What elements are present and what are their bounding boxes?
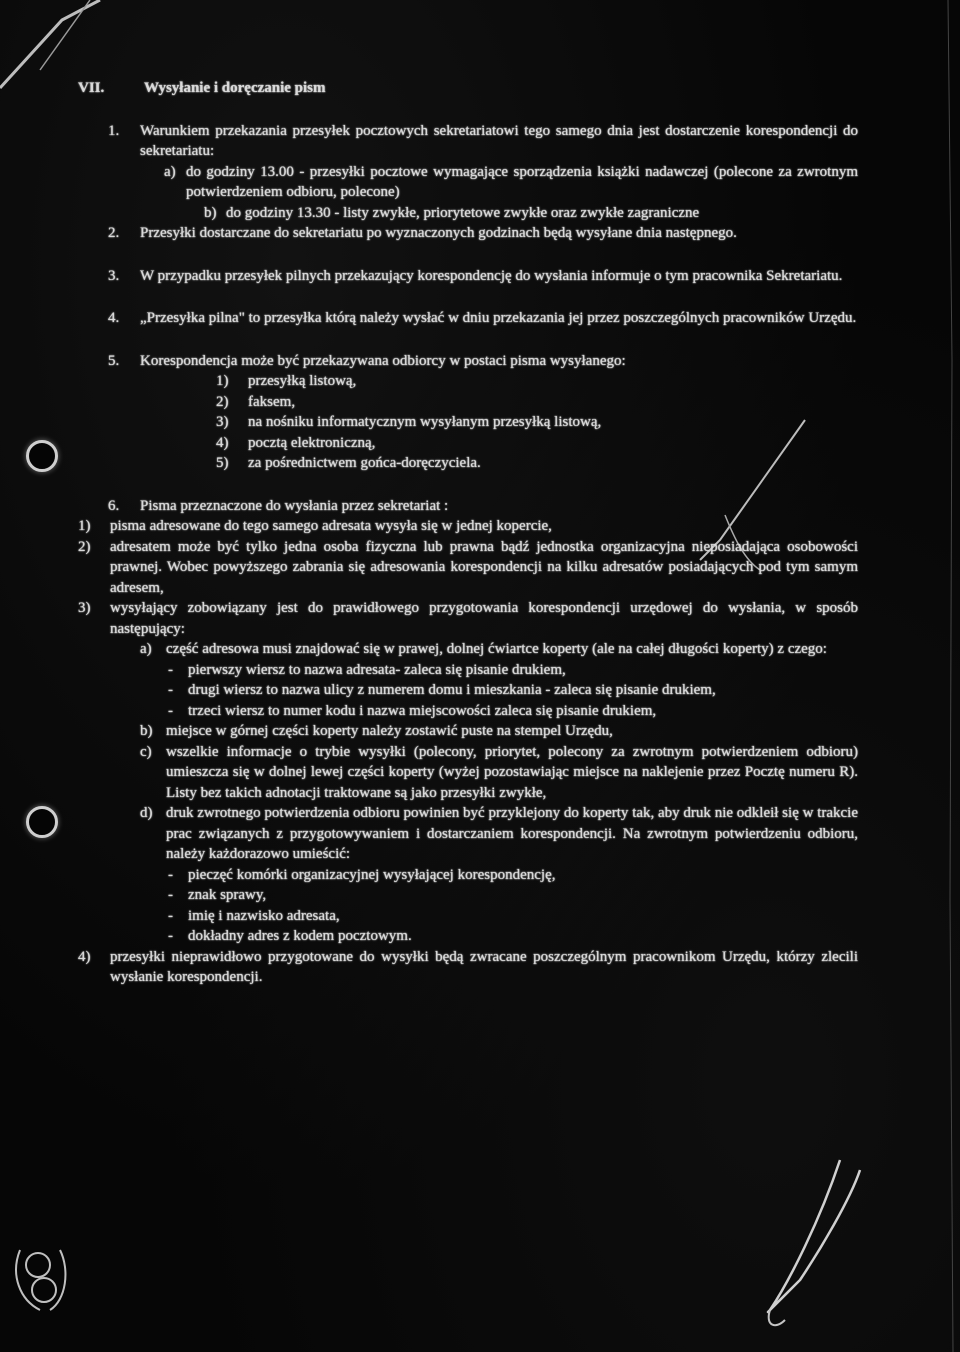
paragraph-text: Korespondencja może być przekazywana odbiorcy w postaci pisma wysyłanego: [140, 352, 626, 369]
list-item [168, 701, 858, 722]
spacer [78, 474, 858, 496]
paragraph-6-item-3-b [140, 721, 858, 742]
item-text: druk zwrotnego potwierdzenia odbioru powinien być przyklejony do koperty tak, aby druk nie odkleił się w trakcie prac związanych z przygotowywaniem i dostarczaniem korespondencji. Na zwrotnym potwierdzeniu odbioru, należy każdorazowo umieścić: [166, 805, 858, 862]
paragraph-1-b [204, 203, 858, 224]
list-item [216, 433, 858, 454]
paragraph-number: 6. [108, 497, 120, 514]
item-text: do godziny 13.00 - przesyłki pocztowe wymagające sporządzenia książki nadawczej (polecone za zwrotnym potwierdzeniem odbioru, polecone) [186, 163, 858, 200]
item-marker: 5) [216, 455, 229, 471]
paragraph-number: 3. [108, 267, 120, 284]
item-marker: 2) [216, 393, 229, 410]
item-text: znak sprawy, [188, 887, 267, 903]
item-text: dokładny adres z kodem pocztowym. [188, 928, 412, 944]
list-item [216, 392, 858, 413]
paragraph-6 [78, 496, 858, 517]
bullet-marker: - [168, 907, 173, 924]
item-text: pocztą elektroniczną, [248, 434, 376, 451]
paragraph-6-item-3-a [140, 639, 858, 660]
paragraph-6-item-3 [78, 598, 858, 639]
paragraph-2 [78, 223, 858, 244]
paragraph-4 [78, 308, 858, 329]
corner-fold-line [0, 0, 100, 88]
item-text: pisma adresowane do tego samego adresata wysyła się w jednej kopercie, [110, 518, 552, 534]
item-marker: a) [164, 163, 176, 180]
item-marker: 3) [216, 414, 229, 430]
item-marker: 1) [78, 518, 91, 534]
item-text: adresatem może być tylko jedna osoba fizyczna lub prawna bądź jednostka organizacyjna nieposiadająca osobowości prawnej. Wobec powyższego zabrania się adresowania korespondencji na kilku adresatów posiadających pod tym samym adresem, [110, 538, 858, 596]
list-item [216, 453, 858, 474]
item-text: imię i nazwisko adresata, [188, 907, 340, 924]
paragraph-6-item-4 [78, 947, 858, 988]
item-marker: 3) [78, 600, 91, 616]
paragraph-1 [78, 121, 858, 162]
item-text: przesyłki nieprawidłowo przygotowane do wysyłki będą zwracane poszczególnym pracownikom Urzędu, którzy zlecili wysłanie korespondencji. [110, 948, 858, 985]
item-text: miejsce w górnej części koperty należy zostawić puste na stempel Urzędu, [166, 723, 613, 739]
item-marker: b) [140, 723, 153, 739]
section-number: VII. [78, 80, 105, 96]
item-text: faksem, [248, 393, 296, 410]
item-marker: b) [204, 204, 217, 221]
right-edge-line [948, 0, 953, 1352]
paragraph-text: Pisma przeznaczone do wysłania przez sekretariat : [140, 497, 449, 514]
stamp-mark [16, 1250, 65, 1310]
paragraph-text: W przypadku przesyłek pilnych przekazujący korespondencję do wysłania informuje o tym pracownika Sekretariatu. [140, 267, 843, 284]
paragraph-5-list [216, 371, 858, 474]
bullet-marker: - [168, 682, 173, 698]
document-body [78, 78, 858, 988]
bullet-marker: - [168, 928, 173, 944]
item-marker: 1) [216, 373, 229, 389]
item-text: pieczęć komórki organizacyjnej wysyłającej korespondencję, [188, 866, 556, 883]
section-heading [78, 78, 858, 99]
bullet-marker: - [168, 702, 173, 719]
bullet-marker: - [168, 887, 173, 903]
item-marker: d) [140, 805, 153, 821]
item-text: wysyłający zobowiązany jest do prawidłowego przygotowania korespondencji urzędowej do wysłania, w sposób następujący: [110, 600, 858, 637]
signature-hook [769, 1310, 785, 1325]
paragraph-text: Przesyłki dostarczane do sekretariatu po wyznaczonych godzinach będą wysyłane dnia następnego. [140, 225, 737, 241]
item-text: przesyłką listową, [248, 373, 357, 389]
item-marker: 4) [78, 948, 91, 965]
paragraph-number: 1. [108, 122, 120, 139]
paragraph-6-item-2 [78, 537, 858, 599]
item-marker: c) [140, 743, 152, 760]
item-text: drugi wiersz to nazwa ulicy z numerem domu i mieszkania - zaleca się pisanie drukiem, [188, 682, 716, 698]
item-text: za pośrednictwem gońca-doręczyciela. [248, 455, 481, 471]
paragraph-6-item-1 [78, 516, 858, 537]
signature-stroke [768, 1160, 860, 1312]
paragraph-number: 2. [108, 225, 120, 241]
item-text: na nośniku informatycznym wysyłanym przesyłką listową, [248, 414, 602, 430]
list-item [168, 660, 858, 681]
list-item [168, 865, 858, 886]
paragraph-text: „Przesyłka pilna" to przesyłka którą należy wysłać w dniu przekazania jej przez poszczególnych pracowników Urzędu. [140, 310, 857, 326]
spacer [78, 286, 858, 308]
item-text: wszelkie informacje o trybie wysyłki (polecony, priorytet, polecony za zwrotnym potwierdzeniem odbioru) umieszcza się w dolnej lewej części koperty (wyżej pozostawiając miejsce na naklejenie przez Pocztę numeru R). Listy bez takich adnotacji traktowane są jako przesyłki zwykłe, [166, 743, 858, 801]
item-text: część adresowa musi znajdować się w prawej, dolnej ćwiartce koperty (ale na całej długości koperty) z czego: [166, 641, 827, 657]
item-marker: 4) [216, 434, 229, 451]
bullet-marker: - [168, 866, 173, 883]
paragraph-6-item-3-d [140, 803, 858, 865]
paragraph-3 [78, 266, 858, 287]
paragraph-number: 5. [108, 352, 120, 369]
list-item [168, 926, 858, 947]
item-marker: 2) [78, 538, 91, 555]
item-text: do godziny 13.30 - listy zwykłe, priorytetowe zwykłe oraz zwykłe zagraniczne [226, 204, 700, 221]
section-title: Wysyłanie i doręczanie pism [144, 80, 326, 96]
paragraph-text: Warunkiem przekazania przesyłek pocztowych sekretariatowi tego samego dnia jest dostarczenie korespondencji do sekretariatu: [140, 122, 858, 159]
list-item [216, 412, 858, 433]
list-item [216, 371, 858, 392]
paragraph-6-item-3-c [140, 742, 858, 804]
item-marker: a) [140, 641, 152, 657]
item-text: trzeci wiersz to numer kodu i nazwa miejscowości zaleca się pisanie drukiem, [188, 702, 657, 719]
spacer [78, 329, 858, 351]
item-text: pierwszy wiersz to nazwa adresata- zaleca się pisanie drukiem, [188, 661, 566, 678]
paragraph-number: 4. [108, 310, 120, 326]
bullet-marker: - [168, 661, 173, 678]
paragraph-5 [78, 351, 858, 372]
list-item [168, 906, 858, 927]
paragraph-1-a [164, 162, 858, 203]
list-item [168, 885, 858, 906]
list-item [168, 680, 858, 701]
spacer [78, 244, 858, 266]
